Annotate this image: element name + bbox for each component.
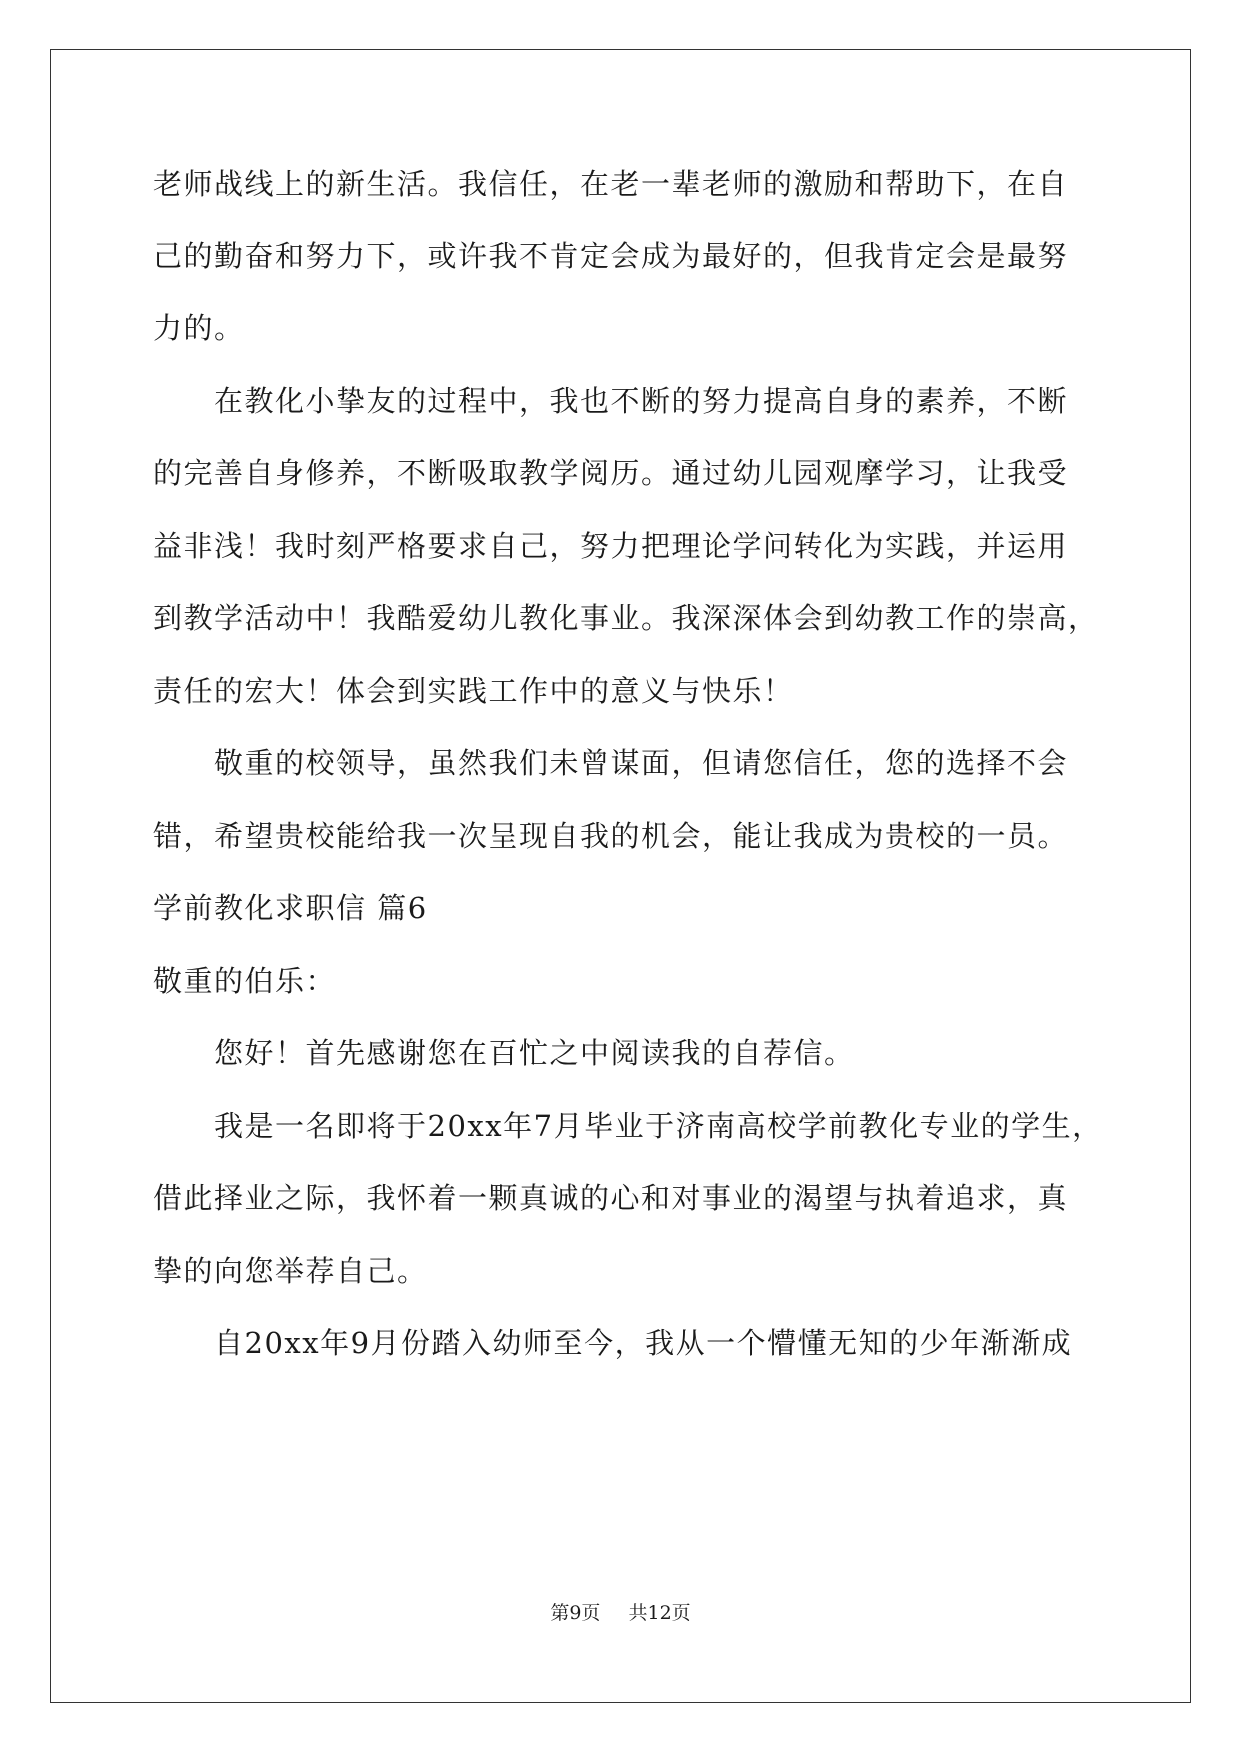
text-line: 自20xx年9月份踏入幼师至今，我从一个懵懂无知的少年渐渐成 [153, 1326, 1073, 1360]
salutation: 敬重的伯乐： [153, 964, 337, 998]
text-line: 借此择业之际，我怀着一颗真诚的心和对事业的渴望与执着追求，真 [153, 1181, 1069, 1215]
text-line: 挚的向您举荐自己。 [153, 1254, 428, 1288]
text-line: 力的。 [153, 311, 245, 345]
text-line: 到教学活动中！我酷爱幼儿教化事业。我深深体会到幼教工作的崇高， [153, 601, 1099, 635]
text-line: 的完善自身修养，不断吸取教学阅历。通过幼儿园观摩学习，让我受 [153, 456, 1069, 490]
text-line: 责任的宏大！体会到实践工作中的意义与快乐！ [153, 674, 794, 708]
text-line: 老师战线上的新生活。我信任，在老一辈老师的激励和帮助下，在自 [153, 167, 1069, 201]
text-line: 在教化小挚友的过程中，我也不断的努力提高自身的素养，不断 [153, 384, 1069, 418]
text-line: 己的勤奋和努力下，或许我不肯定会成为最好的，但我肯定会是最努 [153, 239, 1069, 273]
text-line: 益非浅！我时刻严格要求自己，努力把理论学问转化为实践，并运用 [153, 529, 1069, 563]
page-total: 共12页 [628, 1602, 691, 1624]
text-line: 敬重的校领导，虽然我们未曾谋面，但请您信任，您的选择不会 [153, 746, 1069, 780]
text-line: 我是一名即将于20xx年7月毕业于济南高校学前教化专业的学生， [153, 1109, 1103, 1143]
page-number: 第9页 [550, 1602, 601, 1624]
page-border [50, 49, 1191, 1703]
text-line: 错，希望贵校能给我一次呈现自我的机会，能让我成为贵校的一员。 [153, 819, 1069, 853]
section-heading: 学前教化求职信 篇6 [153, 891, 428, 925]
text-line: 您好！首先感谢您在百忙之中阅读我的自荐信。 [153, 1036, 855, 1070]
page-footer [0, 1600, 1241, 1626]
